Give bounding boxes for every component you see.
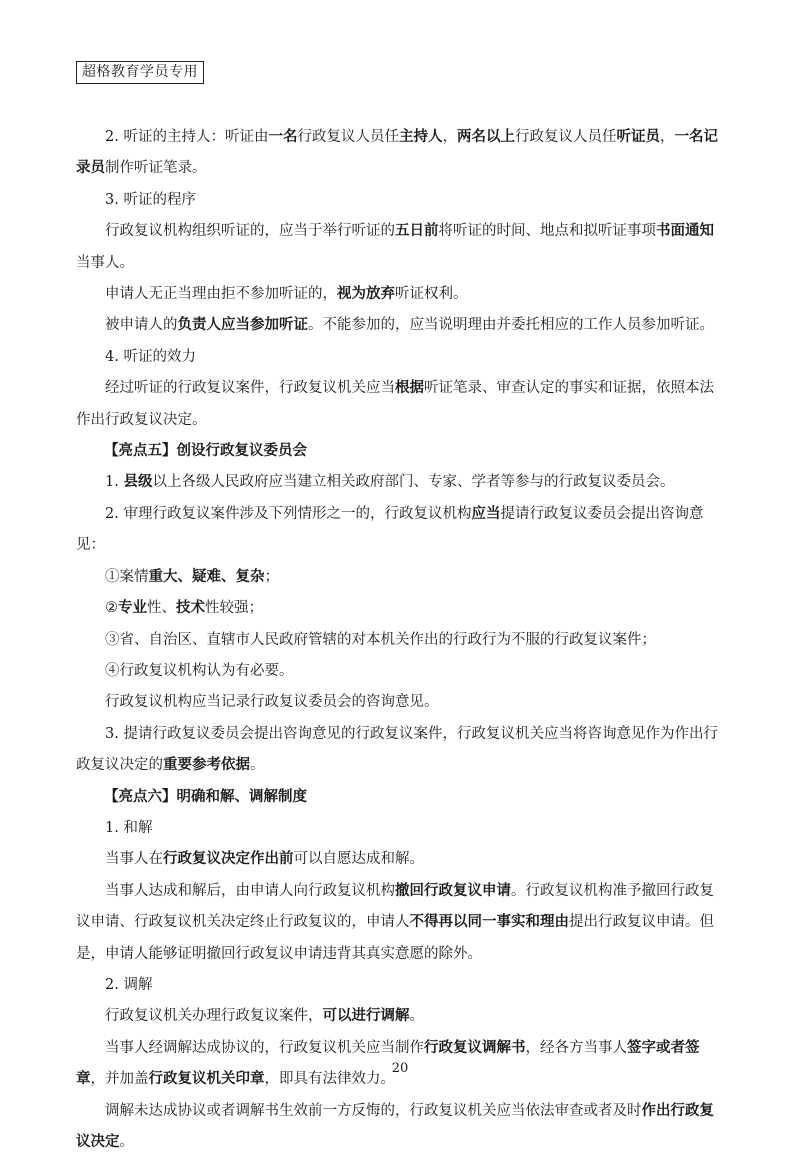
bold-text: 负责人应当参加听证	[177, 317, 308, 334]
text-run: 提出行政复议申请。但是，申请人能够证明撤回行政复议申请违背其真实意愿的除外。	[76, 914, 714, 962]
text-run: 3. 听证的程序	[105, 191, 196, 208]
text-run: ②	[105, 600, 118, 617]
text-run: 提请行政复议委员会提出咨询意见：	[76, 505, 704, 554]
bold-text: 可以进行调解	[322, 1008, 410, 1025]
paragraph	[76, 310, 726, 341]
paragraph	[76, 1096, 726, 1158]
paragraph	[76, 373, 726, 436]
paragraph	[76, 562, 726, 593]
bold-text: 技术	[176, 600, 205, 617]
text-run: 当事人经调解达成协议的，行政复议机关应当制作	[105, 1039, 424, 1056]
text-run: ，	[659, 129, 675, 145]
text-run: 性、	[147, 600, 176, 617]
bold-text: 听证员	[616, 129, 660, 145]
text-run: 。	[409, 1008, 424, 1025]
document-body	[76, 122, 726, 1158]
paragraph	[76, 499, 726, 562]
bold-text: 重要参考依据	[163, 757, 250, 774]
text-run: 可以自愿达成和解。	[293, 851, 424, 868]
paragraph	[76, 970, 726, 1001]
text-run: 听证笔录、审查认定的事实和证据，依照本法作出行政复议决定。	[76, 380, 714, 428]
text-run: 当事人在	[105, 851, 163, 868]
text-run: 【亮点六】明确和解、调解制度	[104, 788, 307, 805]
text-run: 被申请人的	[105, 317, 178, 334]
text-run: 【亮点五】创设行政复议委员会	[104, 443, 307, 460]
paragraph	[76, 216, 726, 279]
text-run: 。行政复议机构准予撤回行政复议申请、行政复议机关决定终止行政复议的，申请人	[76, 882, 714, 931]
bold-text: 作出行政复议决定	[76, 1102, 714, 1150]
text-run: 1.	[105, 474, 124, 491]
bold-text: 重大、疑难、复杂	[148, 568, 265, 585]
bold-text: 书面通知	[656, 223, 714, 240]
paragraph	[76, 656, 726, 687]
text-run: ，并加盖	[90, 1071, 149, 1088]
bold-text: 一名	[268, 129, 298, 145]
paragraph	[76, 687, 726, 718]
text-run: 4. 听证的效力	[105, 348, 196, 365]
header-label: 超格教育学员专用	[76, 61, 204, 84]
paragraph	[76, 342, 726, 373]
paragraph	[76, 625, 726, 656]
text-run: 2. 审理行政复议案件涉及下列情形之一的，行政复议机构	[105, 505, 472, 522]
page-number: 20	[391, 1061, 409, 1076]
text-run: 以上各级人民政府应当建立相关政府部门、专家、学者等参与的行政复议委员会。	[152, 474, 675, 491]
text-run: ①案情	[105, 568, 149, 585]
bold-text: 行政复议决定作出前	[163, 851, 294, 868]
text-run: 当事人。	[76, 254, 134, 271]
bold-text: 不得再以同一事实和理由	[409, 914, 569, 931]
bold-text: 撤回行政复议申请	[395, 882, 511, 899]
text-run: 。	[250, 757, 265, 774]
section-heading	[76, 782, 726, 813]
text-run: ，经各方当事人	[525, 1039, 627, 1056]
paragraph	[76, 593, 726, 624]
text-run: 当事人达成和解后，由申请人向行政复议机构	[105, 882, 395, 899]
text-run: 3. 提请行政复议委员会提出咨询意见的行政复议案件，行政复议机关应当将咨询意见作为作出行政复议决定的	[76, 725, 718, 774]
text-run: ④行政复议机构认为有必要。	[105, 662, 294, 679]
paragraph	[76, 876, 726, 970]
bold-text: 五日前	[395, 223, 439, 240]
text-run: ，	[442, 129, 457, 145]
paragraph	[76, 185, 726, 216]
paragraph	[76, 1001, 726, 1032]
section-heading	[76, 436, 726, 467]
bold-text: 签字或者签章	[76, 1039, 700, 1088]
bold-text: 专业	[118, 600, 147, 617]
text-run: 行政复议人员任	[297, 129, 399, 145]
text-run: 行政复议人员任	[514, 129, 617, 145]
text-run: ③省、自治区、直辖市人民政府管辖的对本机关作出的行政行为不服的行政复议案件；	[105, 631, 656, 648]
paragraph	[76, 122, 726, 185]
text-run: 行政复议机关办理行政复议案件，	[105, 1008, 323, 1025]
text-run: 将听证的时间、地点和拟听证事项	[438, 223, 656, 240]
text-run: 行政复议机构组织听证的，应当于举行听证的	[105, 223, 395, 240]
text-run: 2. 调解	[105, 976, 153, 993]
text-run: 。不能参加的，应当说明理由并委托相应的工作人员参加听证。	[308, 317, 714, 334]
text-run: 。	[119, 1134, 134, 1150]
text-run: 2. 听证的主持人：听证由	[105, 129, 269, 145]
text-run: 听证权利。	[395, 286, 468, 303]
paragraph	[76, 719, 726, 782]
text-run: ；	[264, 568, 279, 585]
bold-text: 应当	[471, 505, 501, 522]
text-run: ，即具有法律效力。	[264, 1071, 395, 1088]
text-run: 性较强；	[205, 600, 263, 617]
paragraph	[76, 467, 726, 498]
text-run: 申请人无正当理由拒不参加听证的，	[105, 286, 337, 303]
text-run: 经过听证的行政复议案件，行政复议机关应当	[105, 380, 395, 397]
paragraph	[76, 844, 726, 875]
bold-text: 两名以上	[456, 129, 515, 145]
bold-text: 视为放弃	[337, 286, 395, 303]
bold-text: 行政复议调解书	[424, 1039, 526, 1056]
text-run: 行政复议机构应当记录行政复议委员会的咨询意见。	[105, 694, 439, 711]
paragraph	[76, 279, 726, 310]
text-run: 1. 和解	[105, 819, 153, 836]
bold-text: 一名记录员	[76, 129, 718, 177]
bold-text: 主持人	[398, 129, 443, 145]
bold-text: 县级	[123, 474, 153, 491]
text-run: 制作听证笔录。	[105, 160, 207, 177]
bold-text: 行政复议机关印章	[148, 1071, 265, 1088]
bold-text: 根据	[395, 380, 424, 397]
paragraph	[76, 813, 726, 844]
text-run: 调解未达成协议或者调解书生效前一方反悔的，行政复议机关应当依法审查或者及时	[105, 1102, 642, 1119]
